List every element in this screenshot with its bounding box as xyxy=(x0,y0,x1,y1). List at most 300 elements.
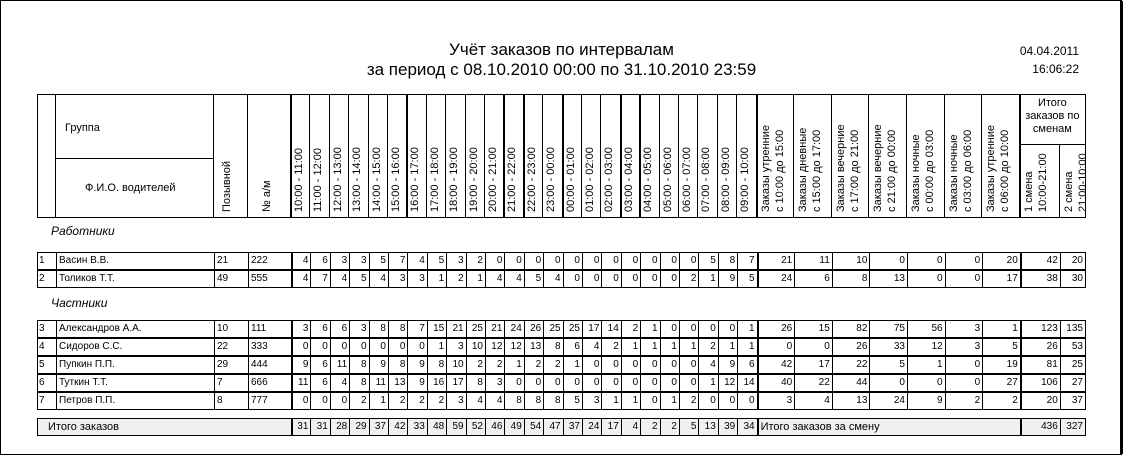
hour-cell: 2 xyxy=(485,357,504,373)
header-divider-h2 xyxy=(329,94,330,218)
hour-cell: 6 xyxy=(563,339,582,355)
driver-name: Васин В.В. xyxy=(56,253,214,269)
table-row xyxy=(37,392,1086,410)
range-cell: 2 xyxy=(945,393,983,409)
driver-name: Александров А.А. xyxy=(56,321,214,337)
header-divider-h8 xyxy=(445,94,446,218)
hour-cell: 11 xyxy=(330,357,349,373)
header-divider-h4 xyxy=(368,94,369,218)
hour-cell: 2 xyxy=(621,321,640,337)
report-period: за период с 08.10.2010 00:00 по 31.10.2010 23:59 xyxy=(366,60,757,79)
hour-cell: 0 xyxy=(718,321,737,337)
hour-cell: 21 xyxy=(485,321,504,337)
hour-cell: 25 xyxy=(466,321,485,337)
header-interval-20: 06:00 - 07:00 xyxy=(681,147,693,212)
hour-cell: 0 xyxy=(543,253,562,269)
hour-cell: 0 xyxy=(660,321,679,337)
header-divider-h1 xyxy=(309,94,310,218)
hour-cell: 2 xyxy=(349,393,368,409)
header-shift-0-a: 1 смена xyxy=(1022,171,1035,212)
callsign: 29 xyxy=(214,357,248,373)
hour-cell: 0 xyxy=(310,393,329,409)
hour-cell: 0 xyxy=(640,393,659,409)
hour-cell: 14 xyxy=(601,321,620,337)
header-divider-r5 xyxy=(944,94,945,218)
shift-cell: 30 xyxy=(1060,271,1085,287)
header-divider-ranges xyxy=(756,94,758,218)
header-interval-21: 07:00 - 08:00 xyxy=(700,147,713,212)
hour-cell: 1 xyxy=(698,375,717,391)
table-row xyxy=(37,252,1086,270)
shift-cell: 38 xyxy=(1020,271,1060,287)
hour-cell: 13 xyxy=(698,419,717,435)
range-cell: 20 xyxy=(982,253,1020,269)
hour-cell: 24 xyxy=(504,321,523,337)
hour-cell: 52 xyxy=(466,419,485,435)
hour-cell: 25 xyxy=(563,321,582,337)
header-divider-h5 xyxy=(387,94,388,218)
hour-cell: 1 xyxy=(660,393,679,409)
hour-cell: 5 xyxy=(524,271,543,287)
hour-cell: 2 xyxy=(466,253,485,269)
range-cell: 9 xyxy=(907,393,945,409)
hour-cell: 31 xyxy=(291,419,310,435)
header-callsign: Позывной xyxy=(221,160,233,212)
hour-cell: 16 xyxy=(427,375,446,391)
range-cell: 0 xyxy=(945,253,983,269)
range-cell: 15 xyxy=(794,321,832,337)
range-cell: 13 xyxy=(832,393,870,409)
header-interval-1: 11:00 - 12:00 xyxy=(312,147,325,212)
header-range-2-a: Заказы вечерние xyxy=(834,124,847,212)
callsign: 22 xyxy=(214,339,248,355)
hour-cell: 0 xyxy=(349,339,368,355)
range-cell: 22 xyxy=(794,375,832,391)
range-cell: 5 xyxy=(869,357,907,373)
hour-cell: 0 xyxy=(621,253,640,269)
range-cell: 4 xyxy=(794,393,832,409)
range-cell: 56 xyxy=(907,321,945,337)
hour-cell: 1 xyxy=(427,271,446,287)
shift-cell: 27 xyxy=(1060,375,1085,391)
hour-cell: 4 xyxy=(369,271,388,287)
shift-cell: 20 xyxy=(1020,393,1060,409)
hour-cell: 3 xyxy=(582,393,601,409)
hour-cell: 0 xyxy=(698,393,717,409)
hour-cell: 2 xyxy=(407,393,426,409)
header-range-3-b: с 21:00 до 00:00 xyxy=(886,129,899,212)
hour-cell: 34 xyxy=(737,419,756,435)
hour-cell: 0 xyxy=(737,393,756,409)
hour-cell: 13 xyxy=(524,339,543,355)
header-interval-14: 00:00 - 01:00 xyxy=(564,147,577,212)
range-cell: 33 xyxy=(869,339,907,355)
header-range-4-b: с 00:00 до 03:00 xyxy=(924,129,936,212)
header-range-6-a: Заказы утренние xyxy=(985,124,998,212)
hour-cell: 12 xyxy=(718,375,737,391)
table-row xyxy=(37,374,1086,392)
hour-cell: 0 xyxy=(369,339,388,355)
hour-cell: 42 xyxy=(388,419,407,435)
section-title: Частники xyxy=(51,296,108,310)
hour-cell: 0 xyxy=(543,375,562,391)
hour-cell: 9 xyxy=(718,357,737,373)
header-divider-h7 xyxy=(426,94,427,218)
header-divider-h20 xyxy=(678,94,679,218)
hour-cell: 0 xyxy=(582,253,601,269)
range-cell: 10 xyxy=(832,253,870,269)
header-interval-6: 16:00 - 17:00 xyxy=(409,147,422,212)
hour-cell: 0 xyxy=(621,357,640,373)
shift-cell: 436 xyxy=(1020,419,1060,435)
hour-cell: 33 xyxy=(407,419,426,435)
car-number: 444 xyxy=(248,357,291,373)
header-range-2-b: с 17:00 до 21:00 xyxy=(848,129,861,212)
hour-cell: 5 xyxy=(679,419,698,435)
callsign: 10 xyxy=(214,321,248,337)
header-range-1-b: с 15:00 до 17:00 xyxy=(811,129,824,212)
hour-cell: 0 xyxy=(679,357,698,373)
hour-cell: 0 xyxy=(679,321,698,337)
hour-cell: 1 xyxy=(369,393,388,409)
hour-cell: 8 xyxy=(718,253,737,269)
header-range-0-b: с 10:00 до 15:00 xyxy=(773,129,786,212)
hour-cell: 0 xyxy=(582,271,601,287)
hour-cell: 0 xyxy=(718,393,737,409)
hour-cell: 0 xyxy=(660,357,679,373)
range-cell: 0 xyxy=(907,253,945,269)
header-interval-3: 13:00 - 14:00 xyxy=(351,147,364,212)
header-divider-name xyxy=(55,94,56,218)
hour-cell: 39 xyxy=(718,419,737,435)
hour-cell: 2 xyxy=(660,419,679,435)
hour-cell: 1 xyxy=(737,339,756,355)
hour-cell: 4 xyxy=(543,271,562,287)
range-cell: 0 xyxy=(945,271,983,287)
hour-cell: 0 xyxy=(563,375,582,391)
range-cell: 82 xyxy=(832,321,870,337)
hour-cell: 0 xyxy=(601,357,620,373)
hour-cell: 1 xyxy=(660,339,679,355)
hour-cell: 11 xyxy=(369,375,388,391)
header-divider-group xyxy=(55,158,213,159)
hour-cell: 0 xyxy=(504,253,523,269)
car-number: 222 xyxy=(248,253,291,269)
totals-shift-label: Итого заказов за смену xyxy=(757,419,1020,435)
hour-cell: 1 xyxy=(718,339,737,355)
hour-cell: 37 xyxy=(369,419,388,435)
hour-cell: 4 xyxy=(504,271,523,287)
hour-cell: 4 xyxy=(291,271,310,287)
range-cell: 0 xyxy=(869,253,907,269)
row-number: 2 xyxy=(39,273,45,284)
header-car: № а/м xyxy=(261,180,273,212)
hour-cell: 8 xyxy=(388,357,407,373)
hour-cell: 4 xyxy=(485,271,504,287)
header-divider-callsign xyxy=(213,94,214,218)
hour-cell: 0 xyxy=(582,357,601,373)
hour-cell: 9 xyxy=(718,271,737,287)
hour-cell: 0 xyxy=(679,253,698,269)
header-divider-r6 xyxy=(981,94,982,218)
header-range-1-a: Заказы дневные xyxy=(797,127,810,212)
hour-cell: 28 xyxy=(330,419,349,435)
hour-cell: 0 xyxy=(640,271,659,287)
hour-cell: 4 xyxy=(485,393,504,409)
range-cell: 1 xyxy=(907,357,945,373)
hour-cell: 1 xyxy=(466,271,485,287)
hour-cell: 12 xyxy=(504,339,523,355)
hour-cell: 21 xyxy=(446,321,465,337)
hour-cell: 0 xyxy=(698,321,717,337)
range-cell: 19 xyxy=(982,357,1020,373)
range-cell: 27 xyxy=(982,375,1020,391)
hour-cell: 0 xyxy=(679,375,698,391)
driver-name: Пупкин П.П. xyxy=(56,357,214,373)
range-cell: 3 xyxy=(757,393,795,409)
range-cell: 75 xyxy=(869,321,907,337)
hour-cell: 2 xyxy=(601,339,620,355)
range-cell: 42 xyxy=(757,357,795,373)
hour-cell: 2 xyxy=(524,357,543,373)
hour-cell: 0 xyxy=(388,339,407,355)
header-group: Группа xyxy=(65,122,100,134)
range-cell: 21 xyxy=(757,253,795,269)
range-cell: 17 xyxy=(794,357,832,373)
table-row xyxy=(37,320,1086,338)
hour-cell: 4 xyxy=(582,339,601,355)
hour-cell: 1 xyxy=(621,393,640,409)
header-range-0-a: Заказы утренние xyxy=(759,124,772,212)
hour-cell: 3 xyxy=(349,321,368,337)
range-cell: 24 xyxy=(757,271,795,287)
hour-cell: 14 xyxy=(737,375,756,391)
hour-cell: 2 xyxy=(466,357,485,373)
hour-cell: 0 xyxy=(563,253,582,269)
hour-cell: 17 xyxy=(601,419,620,435)
hour-cell: 3 xyxy=(446,339,465,355)
hour-cell: 1 xyxy=(504,357,523,373)
hour-cell: 5 xyxy=(698,253,717,269)
header-divider-r2 xyxy=(831,94,832,218)
shift-cell: 53 xyxy=(1060,339,1085,355)
header-interval-19: 05:00 - 06:00 xyxy=(661,147,674,212)
shift-cell: 26 xyxy=(1020,339,1060,355)
hour-cell: 2 xyxy=(543,357,562,373)
hour-cell: 4 xyxy=(621,419,640,435)
range-cell: 0 xyxy=(757,339,795,355)
hour-cell: 0 xyxy=(291,339,310,355)
hour-cell: 10 xyxy=(446,357,465,373)
range-cell: 1 xyxy=(982,321,1020,337)
hour-cell: 31 xyxy=(310,419,329,435)
hour-cell: 2 xyxy=(388,393,407,409)
hour-cell: 54 xyxy=(524,419,543,435)
header-interval-22: 08:00 - 09:00 xyxy=(719,147,732,212)
header-divider-h3 xyxy=(348,94,349,218)
header-interval-8: 18:00 - 19:00 xyxy=(448,147,461,212)
range-cell: 0 xyxy=(869,375,907,391)
hour-cell: 48 xyxy=(427,419,446,435)
totals-row xyxy=(37,418,1086,436)
hour-cell: 1 xyxy=(427,339,446,355)
driver-name: Туткин Т.Т. xyxy=(56,375,214,391)
section-title: Работники xyxy=(51,224,115,238)
shift-cell: 327 xyxy=(1060,419,1085,435)
header-divider-h9 xyxy=(465,94,466,218)
header-interval-17: 03:00 - 04:00 xyxy=(622,147,635,212)
shift-cell: 25 xyxy=(1060,357,1085,373)
hour-cell: 1 xyxy=(698,271,717,287)
header-driver: Ф.И.О. водителей xyxy=(85,182,176,194)
range-cell: 13 xyxy=(869,271,907,287)
callsign: 7 xyxy=(214,375,248,391)
header-interval-12: 22:00 - 23:00 xyxy=(525,147,538,212)
range-cell: 0 xyxy=(794,339,832,355)
range-cell: 26 xyxy=(832,339,870,355)
hour-cell: 0 xyxy=(330,339,349,355)
hour-cell: 5 xyxy=(737,271,756,287)
hour-cell: 0 xyxy=(563,271,582,287)
hour-cell: 0 xyxy=(524,375,543,391)
hour-cell: 0 xyxy=(310,339,329,355)
hour-cell: 0 xyxy=(601,253,620,269)
hour-cell: 9 xyxy=(407,357,426,373)
hour-cell: 8 xyxy=(349,375,368,391)
range-cell: 3 xyxy=(945,339,983,355)
header-divider-r1 xyxy=(793,94,794,218)
hour-cell: 2 xyxy=(427,393,446,409)
range-cell: 0 xyxy=(945,357,983,373)
hour-cell: 0 xyxy=(582,375,601,391)
header-interval-5: 15:00 - 16:00 xyxy=(390,147,402,212)
hour-cell: 4 xyxy=(407,253,426,269)
header-range-4-a: Заказы ночные xyxy=(910,134,922,212)
hour-cell: 8 xyxy=(504,393,523,409)
header-divider-h18 xyxy=(639,94,641,218)
header-range-5-b: с 03:00 до 06:00 xyxy=(961,129,974,212)
header-range-5-a: Заказы ночные xyxy=(947,134,960,212)
hour-cell: 17 xyxy=(582,321,601,337)
hour-cell: 4 xyxy=(291,253,310,269)
header-divider-h14 xyxy=(562,94,564,218)
hour-cell: 4 xyxy=(330,271,349,287)
hour-cell: 0 xyxy=(660,253,679,269)
car-number: 111 xyxy=(248,321,291,337)
header-divider-r3 xyxy=(868,94,869,218)
hour-cell: 0 xyxy=(621,375,640,391)
hour-cell: 0 xyxy=(330,393,349,409)
hour-cell: 1 xyxy=(679,339,698,355)
hour-cell: 0 xyxy=(660,375,679,391)
hour-cell: 8 xyxy=(388,321,407,337)
header-interval-7: 17:00 - 18:00 xyxy=(428,147,441,212)
header-divider-h21 xyxy=(697,94,698,218)
header-interval-4: 14:00 - 15:00 xyxy=(370,147,383,212)
hour-cell: 6 xyxy=(330,321,349,337)
shift-cell: 20 xyxy=(1060,253,1085,269)
shift-cell: 37 xyxy=(1060,393,1085,409)
hour-cell: 2 xyxy=(698,339,717,355)
shift-cell: 123 xyxy=(1020,321,1060,337)
header-interval-18: 04:00 - 05:00 xyxy=(642,147,655,212)
driver-name: Сидоров С.С. xyxy=(56,339,214,355)
row-number: 6 xyxy=(39,377,45,388)
hour-cell: 2 xyxy=(446,271,465,287)
header-divider-shift-title xyxy=(1019,144,1086,145)
header-interval-15: 01:00 - 02:00 xyxy=(584,147,596,212)
hour-cell: 0 xyxy=(485,253,504,269)
hour-cell: 0 xyxy=(640,357,659,373)
shift-cell: 42 xyxy=(1020,253,1060,269)
hour-cell: 1 xyxy=(640,339,659,355)
range-cell: 22 xyxy=(832,357,870,373)
hour-cell: 2 xyxy=(679,393,698,409)
hour-cell: 1 xyxy=(640,321,659,337)
hour-cell: 9 xyxy=(291,357,310,373)
car-number: 555 xyxy=(248,271,291,287)
hour-cell: 1 xyxy=(621,339,640,355)
report-date: 04.04.2011 xyxy=(1019,44,1079,58)
hour-cell: 26 xyxy=(524,321,543,337)
hour-cell: 47 xyxy=(543,419,562,435)
hour-cell: 4 xyxy=(330,375,349,391)
hour-cell: 6 xyxy=(310,253,329,269)
range-cell: 3 xyxy=(945,321,983,337)
header-divider-car xyxy=(247,94,248,218)
hour-cell: 0 xyxy=(601,375,620,391)
hour-cell: 7 xyxy=(737,253,756,269)
hour-cell: 25 xyxy=(543,321,562,337)
hour-cell: 3 xyxy=(446,393,465,409)
hour-cell: 5 xyxy=(369,253,388,269)
hour-cell: 0 xyxy=(291,393,310,409)
hour-cell: 49 xyxy=(504,419,523,435)
hour-cell: 5 xyxy=(349,271,368,287)
hour-cell: 7 xyxy=(310,271,329,287)
header-interval-23: 09:00 - 10:00 xyxy=(739,147,752,212)
row-number: 4 xyxy=(39,341,45,352)
hour-cell: 24 xyxy=(582,419,601,435)
header-interval-2: 12:00 - 13:00 xyxy=(331,147,344,212)
shift-cell: 81 xyxy=(1020,357,1060,373)
hour-cell: 3 xyxy=(349,253,368,269)
callsign: 49 xyxy=(214,271,248,287)
hour-cell: 5 xyxy=(427,253,446,269)
header-divider-h10 xyxy=(484,94,485,218)
hour-cell: 2 xyxy=(679,271,698,287)
hour-cell: 17 xyxy=(446,375,465,391)
range-cell: 6 xyxy=(794,271,832,287)
header-shift-0-b: 10:00-21:00 xyxy=(1036,153,1049,212)
hour-cell: 7 xyxy=(388,253,407,269)
hour-cell: 3 xyxy=(485,375,504,391)
hour-cell: 6 xyxy=(310,321,329,337)
row-number: 3 xyxy=(39,323,45,334)
hour-cell: 0 xyxy=(660,271,679,287)
shift-cell: 106 xyxy=(1020,375,1060,391)
range-cell: 11 xyxy=(794,253,832,269)
header-divider-h15 xyxy=(581,94,582,218)
hour-cell: 8 xyxy=(349,357,368,373)
row-number: 7 xyxy=(39,395,45,406)
hour-cell: 9 xyxy=(407,375,426,391)
hour-cell: 0 xyxy=(640,253,659,269)
totals-label: Итого заказов xyxy=(48,421,119,433)
hour-cell: 46 xyxy=(485,419,504,435)
hour-cell: 3 xyxy=(291,321,310,337)
hour-cell: 29 xyxy=(349,419,368,435)
